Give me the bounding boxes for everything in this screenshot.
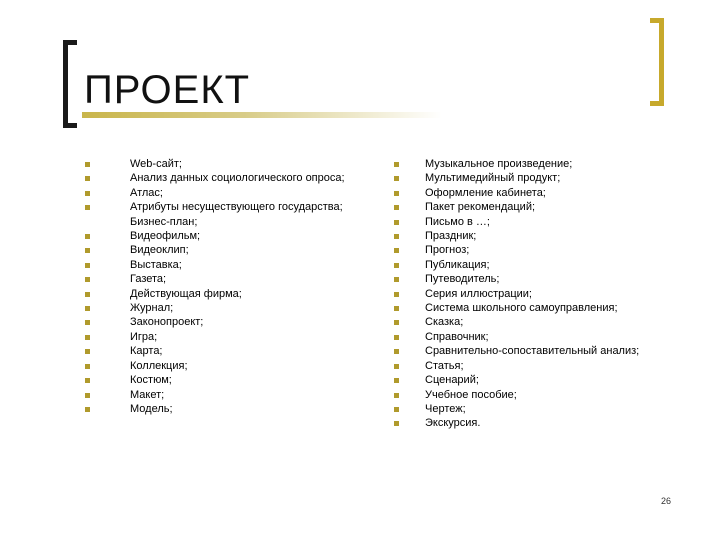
list-item — [130, 359, 345, 373]
list-item-text: Письмо в …; — [425, 215, 490, 228]
list-item — [425, 330, 639, 344]
square-bullet-icon — [85, 378, 90, 383]
list-item — [425, 186, 639, 200]
list-item-text: Сравнительно-сопоставительный анализ; — [425, 345, 640, 358]
list-item-text: Публикация; — [425, 258, 490, 271]
list-item — [425, 171, 639, 185]
list-item-text: Чертеж; — [425, 402, 466, 415]
square-bullet-icon — [85, 162, 90, 167]
square-bullet-icon — [394, 335, 399, 340]
square-bullet-icon — [85, 176, 90, 181]
page-number: 26 — [661, 496, 672, 506]
list-item-text: Экскурсия. — [425, 417, 481, 430]
list-item-text: Оформление кабинета; — [425, 186, 546, 199]
list-item — [130, 287, 345, 301]
list-item — [425, 416, 639, 430]
list-item — [425, 229, 639, 243]
square-bullet-icon — [394, 191, 399, 196]
square-bullet-icon — [394, 320, 399, 325]
list-item-text: Видеофильм; — [130, 230, 201, 243]
list-item-text: Карта; — [130, 345, 163, 358]
square-bullet-icon — [85, 306, 90, 311]
list-item — [130, 402, 345, 416]
list-item-text: Сказка; — [425, 316, 464, 329]
list-item-text: Выставка; — [130, 258, 182, 271]
square-bullet-icon — [394, 162, 399, 167]
list-item — [425, 359, 639, 373]
list-item-text: Мультимедийный продукт; — [425, 172, 561, 185]
square-bullet-icon — [394, 306, 399, 311]
list-item — [130, 186, 345, 200]
list-item-text: Атлас; — [130, 186, 163, 199]
list-item-text: Сценарий; — [425, 374, 479, 387]
square-bullet-icon — [85, 407, 90, 412]
list-item-text: Учебное пособие; — [425, 388, 517, 401]
square-bullet-icon — [85, 393, 90, 398]
list-item — [130, 330, 345, 344]
list-item — [425, 287, 639, 301]
list-item — [130, 200, 345, 214]
square-bullet-icon — [394, 349, 399, 354]
square-bullet-icon — [394, 378, 399, 383]
list-item — [130, 229, 345, 243]
list-item — [130, 344, 345, 358]
list-item — [425, 301, 639, 315]
list-item-text: Музыкальное произведение; — [425, 158, 573, 170]
list-item — [425, 272, 639, 286]
list-item — [425, 344, 639, 358]
list-item — [130, 301, 345, 315]
square-bullet-icon — [85, 248, 90, 253]
list-item — [130, 215, 345, 229]
list-item-text: Газета; — [130, 273, 167, 286]
list-item-text: Законопроект; — [130, 316, 204, 329]
left-project-list — [130, 157, 345, 416]
right-bracket-decoration — [650, 18, 664, 106]
left-bracket-decoration — [63, 40, 77, 128]
list-item — [425, 215, 639, 229]
square-bullet-icon — [394, 277, 399, 282]
list-item — [130, 258, 345, 272]
list-item-text: Серия иллюстрации; — [425, 287, 532, 300]
square-bullet-icon — [85, 364, 90, 369]
square-bullet-icon — [85, 205, 90, 210]
square-bullet-icon — [85, 320, 90, 325]
list-item-text: Справочник; — [425, 330, 489, 343]
list-item-text: Модель; — [130, 402, 173, 415]
list-item — [425, 373, 639, 387]
list-item-text: Игра; — [130, 330, 158, 343]
list-item — [130, 171, 345, 185]
square-bullet-icon — [394, 393, 399, 398]
list-item-text: Бизнес-план; — [130, 215, 198, 228]
list-item — [130, 272, 345, 286]
list-item-text: Web-сайт; — [130, 158, 182, 170]
square-bullet-icon — [394, 220, 399, 225]
square-bullet-icon — [394, 248, 399, 253]
list-item-text: Пакет рекомендаций; — [425, 201, 536, 214]
square-bullet-icon — [394, 234, 399, 239]
square-bullet-icon — [85, 335, 90, 340]
list-item — [425, 315, 639, 329]
square-bullet-icon — [394, 364, 399, 369]
list-item — [130, 243, 345, 257]
list-item — [425, 402, 639, 416]
list-item-text: Макет; — [130, 388, 165, 401]
square-bullet-icon — [85, 234, 90, 239]
square-bullet-icon — [394, 292, 399, 297]
list-item-text: Действующая фирма; — [130, 287, 242, 300]
square-bullet-icon — [85, 349, 90, 354]
list-item-text: Анализ данных социологического опроса; — [130, 172, 345, 185]
list-item — [130, 388, 345, 402]
square-bullet-icon — [85, 292, 90, 297]
square-bullet-icon — [394, 176, 399, 181]
list-item-text: Прогноз; — [425, 244, 470, 257]
list-item-text: Журнал; — [130, 302, 174, 315]
square-bullet-icon — [394, 205, 399, 210]
list-item — [425, 200, 639, 214]
list-item — [425, 243, 639, 257]
right-project-list — [425, 157, 639, 431]
list-item — [425, 258, 639, 272]
list-item-text: Коллекция; — [130, 359, 188, 372]
square-bullet-icon — [394, 421, 399, 426]
list-item — [130, 157, 345, 171]
list-item — [425, 388, 639, 402]
list-item — [425, 157, 639, 171]
square-bullet-icon — [394, 407, 399, 412]
square-bullet-icon — [85, 263, 90, 268]
list-item-text: Костюм; — [130, 374, 172, 387]
list-item — [130, 373, 345, 387]
list-item-text: Система школьного самоуправления; — [425, 302, 618, 315]
list-item-text: Статья; — [425, 359, 464, 372]
square-bullet-icon — [85, 191, 90, 196]
list-item — [130, 315, 345, 329]
list-item-text: Атрибуты несуществующего государства; — [130, 201, 343, 214]
list-item-text: Видеоклип; — [130, 244, 189, 257]
list-item-text: Путеводитель; — [425, 273, 500, 286]
square-bullet-icon — [394, 263, 399, 268]
square-bullet-icon — [85, 277, 90, 282]
list-item-text: Праздник; — [425, 230, 477, 243]
slide-title: ПРОЕКТ — [84, 68, 251, 112]
